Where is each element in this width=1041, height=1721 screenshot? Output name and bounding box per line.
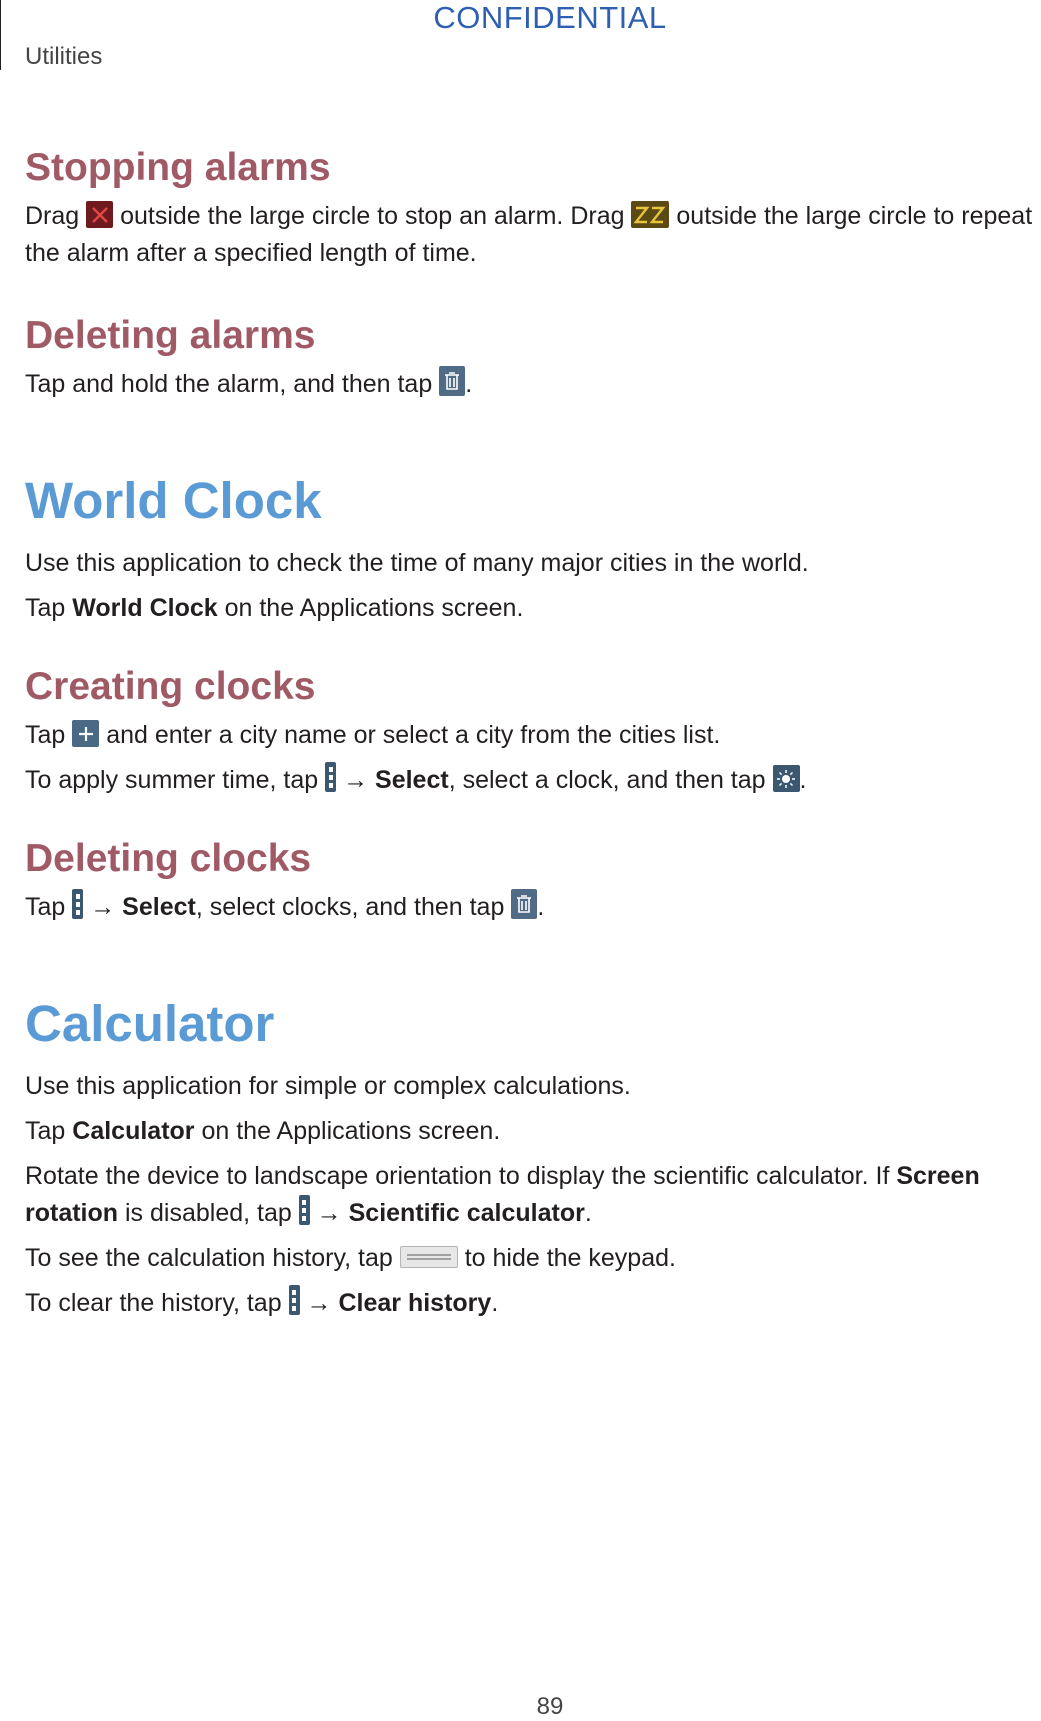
paragraph-calculator-rotate [25,1158,1035,1232]
text: Tap [25,721,73,749]
heading-deleting-alarms: Deleting alarms [25,314,316,357]
confidential-watermark: CONFIDENTIAL [433,0,667,35]
side-rule [0,0,1,70]
text: Drag [25,202,87,230]
menu-option: Select [375,766,449,794]
text: , select clocks, and then tap [195,893,512,921]
menu-option: Clear history [338,1289,492,1317]
paragraph-calculator-history [25,1240,1035,1277]
more-options-icon [72,889,83,919]
running-header: Utilities [25,43,103,70]
text: on the Applications screen. [194,1117,501,1145]
history-handle-icon [400,1246,458,1268]
text: is disabled, tap [118,1199,299,1227]
text: Tap [25,1117,73,1145]
text: outside the large circle to repeat the alarm after a specified length of time. [25,202,1033,267]
text: to hide the keypad. [457,1244,676,1272]
heading-world-clock: World Clock [25,472,322,529]
heading-stopping-alarms: Stopping alarms [25,146,331,189]
text: . [799,766,807,794]
text: on the Applications screen. [217,594,524,622]
heading-creating-clocks: Creating clocks [25,665,316,708]
paragraph-creating-clocks-2 [25,762,1035,799]
text: outside the large circle to stop an alarm. Drag [113,202,632,230]
menu-option: Scientific calculator [348,1199,585,1227]
text: To clear the history, tap [25,1289,289,1317]
arrow: → [83,893,123,921]
text: To apply summer time, tap [25,766,326,794]
text: Tap [25,594,73,622]
menu-option: Select [122,893,196,921]
trash-icon [511,889,537,919]
close-icon [86,201,113,228]
more-options-icon [325,762,336,792]
text: . [491,1289,499,1317]
paragraph-deleting-alarms [25,366,1035,403]
text: Tap [25,893,73,921]
more-options-icon [299,1195,310,1225]
snooze-zz-icon [631,201,669,228]
arrow: → [299,1289,339,1317]
paragraph-calculator-intro: Use this application for simple or complex calculations. [25,1072,631,1100]
heading-deleting-clocks: Deleting clocks [25,837,312,880]
trash-icon [439,366,465,396]
plus-icon [72,720,99,747]
paragraph-stopping-alarms [25,198,1035,272]
text: Rotate the device to landscape orientation to display the scientific calculator. If [25,1162,897,1190]
app-name: Calculator [72,1117,195,1145]
paragraph-deleting-clocks [25,889,1035,926]
text: . [537,893,545,921]
text: and enter a city name or select a city from the cities list. [99,721,721,749]
paragraph-calculator-open [25,1113,1035,1150]
paragraph-world-clock-intro: Use this application to check the time of many major cities in the world. [25,549,809,577]
text: , select a clock, and then tap [448,766,773,794]
text: . [465,370,473,398]
text: Tap and hold the alarm, and then tap [25,370,440,398]
sun-icon [773,765,800,792]
page-content [25,140,1035,1322]
text: . [584,1199,592,1227]
arrow: → [336,766,376,794]
page-number: 89 [536,1693,564,1720]
heading-calculator: Calculator [25,995,275,1052]
paragraph-calculator-clear [25,1285,1035,1322]
text: To see the calculation history, tap [25,1244,400,1272]
setting-name: Screen rotation [25,1162,980,1227]
app-name: World Clock [72,594,218,622]
paragraph-world-clock-open [25,590,1035,627]
paragraph-creating-clocks-1 [25,717,1035,754]
arrow: → [309,1199,349,1227]
more-options-icon [289,1285,300,1315]
